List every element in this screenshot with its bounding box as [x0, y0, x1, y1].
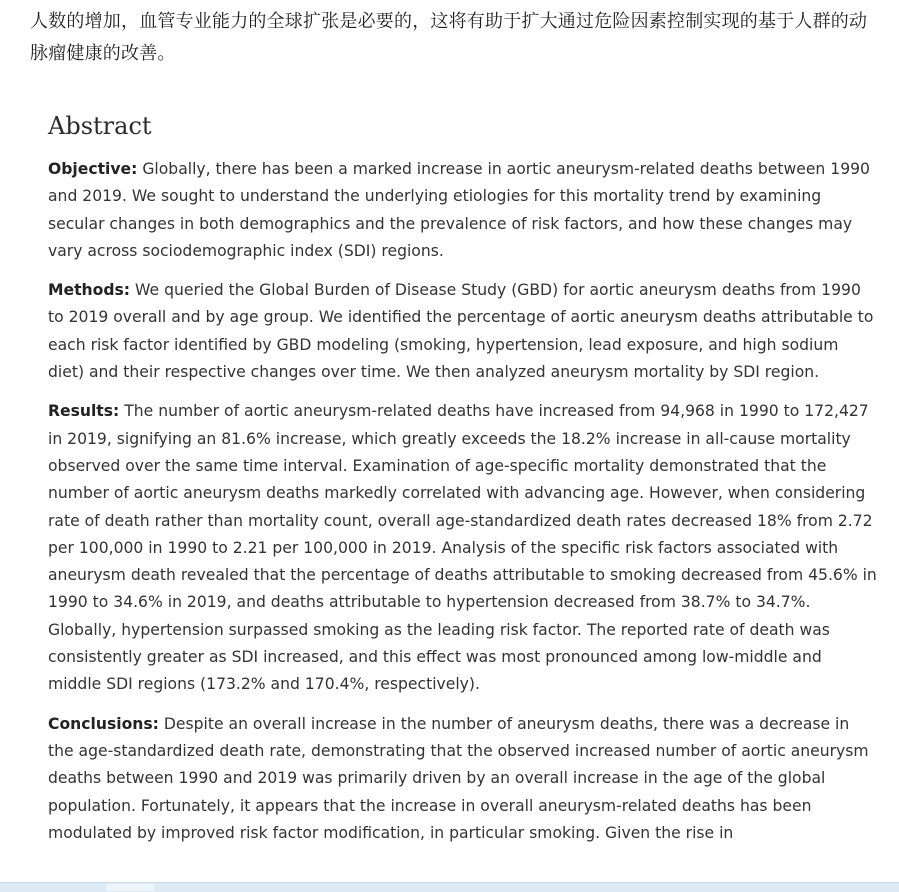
objective-text: Globally, there has been a marked increase in aortic aneurysm-related deaths between 1990 and 2019. We sought to understand the underlying etiologies for this mortality trend by examining secular changes in both demographics and the prevalence of risk factors, and how these changes may vary across sociodemographic index (SDI) regions.	[48, 160, 870, 260]
abstract-heading: Abstract	[48, 112, 152, 140]
methods-text: We queried the Global Burden of Disease Study (GBD) for aortic aneurysm deaths from 1990 to 2019 overall and by age group. We identified the percentage of aortic aneurysm deaths attributable to each risk factor identified by GBD modeling (smoking, hypertension, lead exposure, and high sodium diet) and their respective changes over time. We then analyzed aneurysm mortality by SDI region.	[48, 281, 874, 382]
abstract-section	[48, 108, 878, 859]
objective-paragraph	[48, 156, 878, 265]
chinese-summary-text: 人数的增加，血管专业能力的全球扩张是必要的，这将有助于扩大通过危险因素控制实现的基于人群的动脉瘤健康的改善。	[30, 11, 868, 64]
methods-label: Methods:	[48, 281, 131, 300]
horizontal-scrollbar[interactable]	[0, 882, 899, 892]
scrollbar-thumb[interactable]	[106, 884, 154, 891]
methods-paragraph	[48, 277, 878, 386]
objective-label: Objective:	[48, 160, 138, 178]
results-text: The number of aortic aneurysm-related deaths have increased from 94,968 in 1990 to 172,427 in 2019, signifying an 81.6% increase, which greatly exceeds the 18.2% increase in all-cause mortality observed over the same time interval. Examination of age-specific mortality demonstrated that the number of aortic aneurysm deaths markedly correlated with advancing age. However, when considering rate of death rather than mortality count, overall age-standardized death rates decreased 18% from 2.72 per 100,000 in 1990 to 2.21 per 100,000 in 2019. Analysis of the specific risk factors associated with aneurysm death revealed that the percentage of deaths attributable to smoking decreased from 45.6% in 1990 to 34.6% in 2019, and deaths attributable to hypertension decreased from 38.7% to 34.7%. Globally, hypertension surpassed smoking as the leading risk factor. The reported rate of death was consistently greater as SDI increased, and this effect was most pronounced among low-middle and middle SDI regions (173.2% and 170.4%, respectively).	[48, 402, 877, 694]
results-paragraph	[48, 398, 878, 698]
results-label: Results:	[48, 402, 120, 421]
conclusions-text: Despite an overall increase in the number of aneurysm deaths, there was a decrease in the age-standardized death rate, demonstrating that the observed increased number of aortic aneurysm deaths between 1990 and 2019 was primarily driven by an overall increase in the age of the global population. Fortunately, it appears that the increase in overall aneurysm-related deaths has been modulated by improved risk factor modification, in particular smoking. Given the rise in	[48, 714, 869, 842]
conclusions-paragraph	[48, 711, 878, 847]
conclusions-label: Conclusions:	[48, 714, 159, 733]
